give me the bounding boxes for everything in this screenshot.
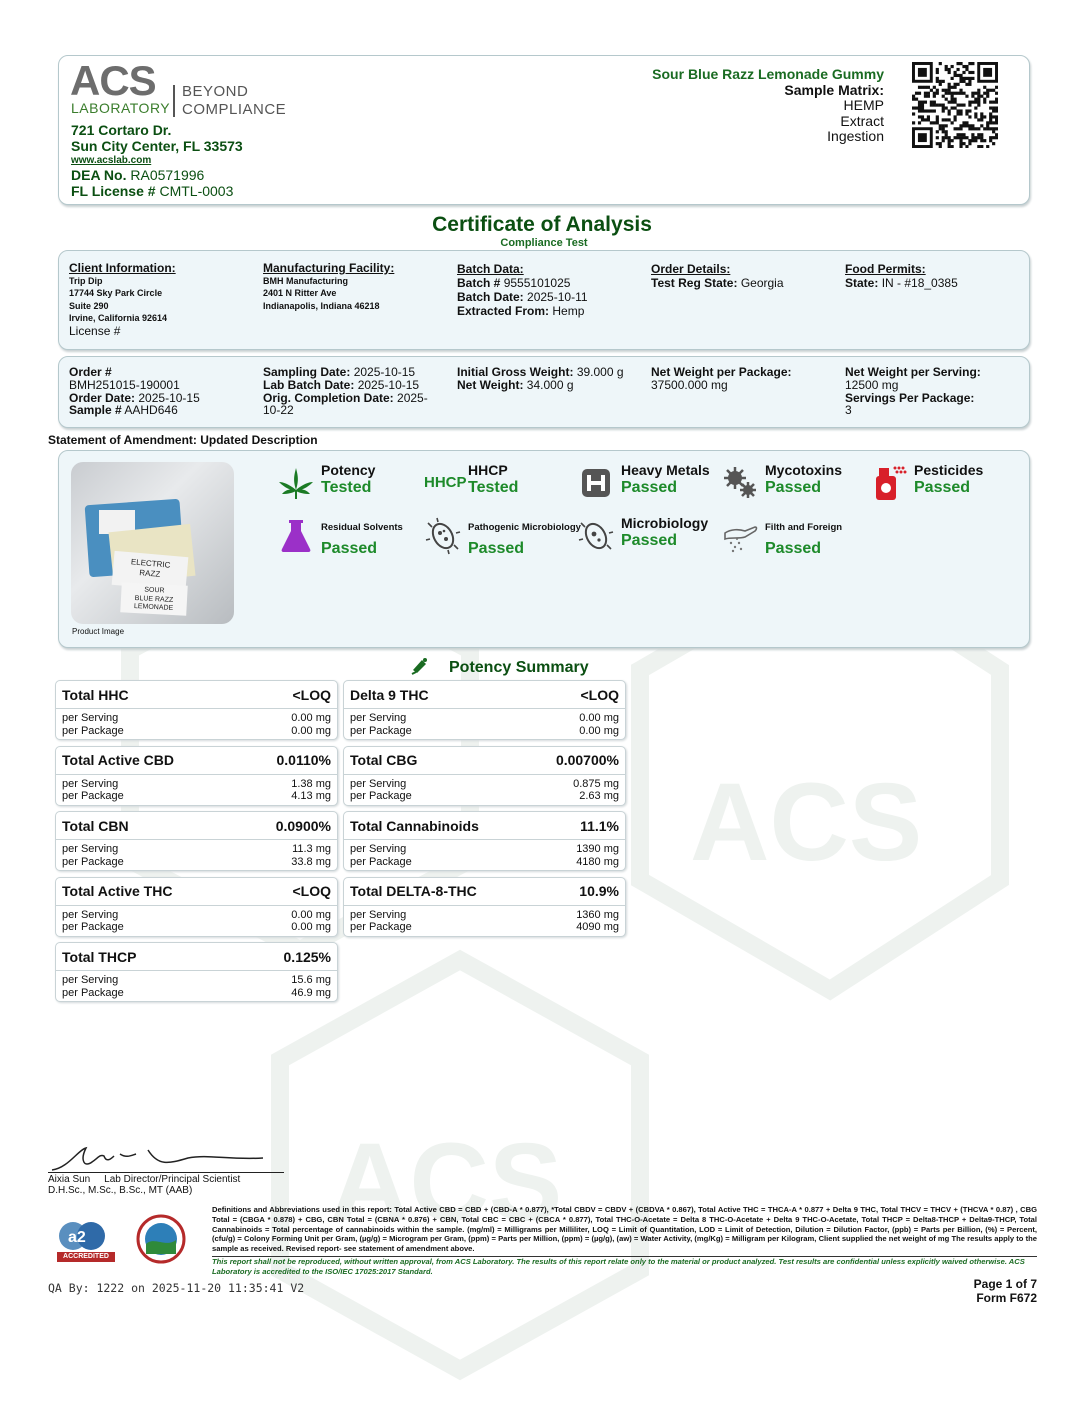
client-label: Client Information: xyxy=(69,261,176,275)
card-value: 0.0110% xyxy=(276,752,331,768)
card-header xyxy=(56,681,337,709)
product-image-label: Product Image xyxy=(72,627,125,636)
card-row-package xyxy=(344,725,625,738)
package-weight-label: Net Weight per Package: xyxy=(651,365,792,379)
potency-icon xyxy=(410,656,430,676)
license-label: FL License # xyxy=(71,183,156,199)
card-row-serving xyxy=(56,778,337,791)
row-label: per Serving xyxy=(62,843,119,855)
test-item-heavy-metals xyxy=(621,462,710,496)
form-number: Form F672 xyxy=(976,1291,1037,1305)
test-status: Tested xyxy=(468,479,519,496)
facility-addr2: Indianapolis, Indiana 46218 xyxy=(263,300,380,311)
accredited-label: ACCREDITED xyxy=(63,1253,109,1260)
signer-name: Aixia Sun xyxy=(48,1174,91,1185)
order-details-label: Order Details: xyxy=(651,262,731,276)
row-value: 1360 mg xyxy=(576,908,619,921)
card-header xyxy=(344,747,625,775)
potency-card-total-active-cbd xyxy=(55,746,338,806)
card-row-serving xyxy=(56,909,337,922)
permits-label: Food Permits: xyxy=(845,262,926,276)
batch-num-label: Batch # xyxy=(457,276,501,290)
potency-card-delta-9-thc xyxy=(343,680,626,740)
potency-card-total-cbg xyxy=(343,746,626,806)
sample-name: Sour Blue Razz Lemonade Gummy xyxy=(652,66,884,82)
test-status: Passed xyxy=(914,479,971,496)
row-label: per Serving xyxy=(350,908,407,921)
qa-stamp: QA By: 1222 on 2025-11-20 11:35:41 V2 xyxy=(48,1281,305,1295)
definitions: Definitions and Abbreviations used in this report: Total Active CBD = CBD + (CBD-A * 0.877), *Total CBDV = CBDV + (CBDVA * 0.867), Total Active THC = THCA-A * 0.877 + Delta 9 THC, Total THCV = THCV + (THCVA * 0.87) , CBG Total = (CBGA * 0.878) + CBG, CBN Total = (CBNA * 0.876) + CBN, Total CBC = CBC + (CBCA * 0.877), Total THC-O-Acetate = Delta 8 THC-O-Acetate + Delta 9 THC-O-Acetate, Total THCP = Delta8-THCP + Delta9-THCP, Total Cannabinoids = Total percentage of cannabinoids within the sample. (mg/ml) = Milligrams per Milliliter, LOQ = Limit of Quantitation, LOD = Limit of Detection, Dilution = Dilution Factor, (ppb) = Parts per Billion, (%) = Percent, (cfu/g) = Colony Forming Unit per Gram, (µg/g) = Microgram per Gram, (ppm) = Parts per Million, (ppm) = (µg/g), (aw) = Water Activity, (mg/Kg) = Milligram per Kilogram, Client supplied the net weight of mg The results apply to the sample as received. Revised report- see statement of amendment above. xyxy=(212,1205,1037,1254)
gross-weight: 39.000 g xyxy=(576,365,624,379)
accreditation-badge xyxy=(55,1216,117,1268)
package-info xyxy=(651,366,791,392)
card-row-package xyxy=(56,790,337,803)
card-header xyxy=(56,878,337,906)
batch-date-label: Batch Date: xyxy=(457,290,524,304)
potency-card-total-active-thc xyxy=(55,877,338,937)
batch-num: 9555101025 xyxy=(503,276,571,290)
row-label: per Serving xyxy=(62,974,119,986)
sampling-date: 2025-10-15 xyxy=(353,365,416,379)
heavy-metals-icon xyxy=(577,464,615,502)
card-name: Total THCP xyxy=(62,948,137,965)
gross-weight-label: Initial Gross Weight: xyxy=(457,365,574,379)
serving-info xyxy=(845,366,981,417)
card-row-serving xyxy=(344,712,625,725)
card-value: <LOQ xyxy=(292,883,331,899)
card-value: <LOQ xyxy=(580,686,619,703)
order-num: BMH251015-190001 xyxy=(69,377,180,392)
test-item-mycotoxins xyxy=(765,462,842,496)
row-value: 0.00 mg xyxy=(291,921,331,933)
product-image[interactable] xyxy=(71,462,234,624)
test-status: Passed xyxy=(621,479,678,496)
test-name: Residual Solvents xyxy=(321,522,403,533)
potency-card-total-hhc xyxy=(55,680,338,740)
signer-credentials: D.H.Sc., M.Sc., B.Sc., MT (AAB) xyxy=(48,1185,193,1196)
dea-label: DEA No. xyxy=(71,167,127,183)
signer-block xyxy=(48,1174,240,1196)
row-label: per Serving xyxy=(62,712,119,724)
pesticide-spray-icon xyxy=(870,464,908,502)
row-value: 1390 mg xyxy=(576,843,619,855)
address-line-2: Sun City Center, FL 33573 xyxy=(71,138,243,154)
servings-count-label: Servings Per Package: xyxy=(845,390,975,405)
card-header xyxy=(344,878,625,906)
card-row-package xyxy=(344,790,625,803)
order-date: 2025-10-15 xyxy=(138,390,200,405)
qr-code[interactable] xyxy=(912,62,998,148)
row-label: per Package xyxy=(62,921,124,933)
client-info xyxy=(69,262,176,337)
order-info xyxy=(69,366,200,417)
reg-state-label: Test Reg State: xyxy=(651,276,738,290)
order-date-label: Order Date: xyxy=(69,390,136,405)
card-row-package xyxy=(344,856,625,869)
card-value: 0.00700% xyxy=(555,752,619,768)
row-label: per Serving xyxy=(350,843,407,855)
mycotoxin-icon xyxy=(721,464,759,502)
completion-date-b: 10-22 xyxy=(263,403,294,418)
potency-card-total-delta-8-thc xyxy=(343,877,626,937)
sample-matrix-2: Extract xyxy=(840,112,884,129)
row-label: per Package xyxy=(350,790,412,802)
svg-text:ACS: ACS xyxy=(690,761,923,884)
serving-weight-label: Net Weight per Serving: xyxy=(845,365,981,379)
client-addr2: Suite 290 xyxy=(69,300,109,311)
row-value: 0.875 mg xyxy=(573,777,619,790)
client-addr3: Irvine, California 92614 xyxy=(69,313,168,323)
row-label: per Package xyxy=(350,724,412,737)
row-value: 0.00 mg xyxy=(291,724,331,737)
test-name: Microbiology xyxy=(621,515,709,531)
card-row-serving xyxy=(56,974,337,987)
lab-address xyxy=(71,122,243,199)
bag-label-1: ELECTRIC RAZZ xyxy=(112,551,189,591)
row-label: per Package xyxy=(62,986,124,999)
card-value: 0.0900% xyxy=(275,817,331,834)
logo-sub: LABORATORY xyxy=(71,100,171,116)
lab-logo xyxy=(70,57,290,121)
servings-count: 3 xyxy=(845,403,852,418)
test-status: Passed xyxy=(621,532,678,549)
row-label: per Package xyxy=(62,855,124,868)
card-name: Delta 9 THC xyxy=(350,686,429,703)
test-name: Pathogenic Microbiology xyxy=(468,522,581,533)
test-name: Heavy Metals xyxy=(621,462,710,478)
flask-icon xyxy=(277,517,315,555)
card-header xyxy=(56,812,337,840)
disclaimer: This report shall not be reproduced, without written approval, from ACS Laboratory. The results of this report relate only to the material or product analyzed. Test results are confidential unless explicitly waived otherwise. ACS Laboratory is accredited to the ISO/IEC 17025:2017 Standard. xyxy=(212,1257,1025,1276)
batch-from-label: Extracted From: xyxy=(457,304,550,318)
test-status: Passed xyxy=(468,540,525,557)
test-name: HHCP xyxy=(468,462,508,478)
row-value: 4.13 mg xyxy=(291,790,331,802)
row-value: 0.00 mg xyxy=(579,724,619,737)
batch-date: 2025-10-11 xyxy=(527,290,588,304)
test-name: Mycotoxins xyxy=(765,462,843,478)
card-row-package xyxy=(56,921,337,934)
card-name: Total CBN xyxy=(62,817,129,834)
completion-date-a: 2025- xyxy=(397,390,428,405)
test-name: Potency xyxy=(321,462,376,478)
logo-main: ACS xyxy=(70,57,156,104)
reg-state: Georgia xyxy=(740,276,784,290)
amendment-statement: Statement of Amendment: Updated Description xyxy=(48,433,318,447)
signature xyxy=(48,1140,278,1175)
license-value: CMTL-0003 xyxy=(159,183,234,199)
card-name: Total HHC xyxy=(62,686,129,703)
sample-matrix-3: Ingestion xyxy=(827,128,884,144)
potency-summary-title: Potency Summary xyxy=(449,659,589,676)
microbe-icon xyxy=(577,517,615,555)
batch-from: Hemp xyxy=(552,304,585,318)
dea-value: RA0571996 xyxy=(130,167,205,183)
row-value: 46.9 mg xyxy=(291,986,331,999)
row-label: per Serving xyxy=(62,908,119,921)
test-status: Passed xyxy=(321,540,378,557)
card-row-serving xyxy=(344,909,625,922)
sample-num-label: Sample # xyxy=(69,403,122,418)
logo-tagline-2: COMPLIANCE xyxy=(182,101,287,118)
card-name: Total Cannabinoids xyxy=(350,817,479,834)
card-row-package xyxy=(56,725,337,738)
page-title: Certificate of Analysis xyxy=(432,213,652,236)
bacteria-icon xyxy=(424,517,462,555)
client-addr1: 17744 Sky Park Circle xyxy=(69,288,163,298)
cert-seal xyxy=(136,1214,186,1264)
card-row-package xyxy=(344,921,625,934)
row-value: 2.63 mg xyxy=(579,790,619,802)
weight-info xyxy=(457,366,624,392)
row-value: 15.6 mg xyxy=(291,974,331,986)
test-name: Filth and Foreign xyxy=(765,522,843,533)
row-label: per Package xyxy=(62,724,124,737)
order-details xyxy=(651,262,784,290)
test-item-pesticides xyxy=(914,462,983,496)
card-header xyxy=(56,943,337,971)
card-row-package xyxy=(56,987,337,1000)
page-subtitle: Compliance Test xyxy=(500,237,588,249)
sampling-date-label: Sampling Date: xyxy=(263,365,351,379)
net-weight-label: Net Weight: xyxy=(457,377,524,392)
sampling-info xyxy=(263,366,428,417)
card-row-serving xyxy=(344,843,625,856)
test-status: Passed xyxy=(765,540,822,557)
potency-card-total-cbn xyxy=(55,811,338,871)
svg-text:a2: a2 xyxy=(68,1229,86,1246)
card-name: Total Active CBD xyxy=(62,752,175,768)
card-name: Total CBG xyxy=(350,752,418,768)
sample-info xyxy=(652,67,884,145)
sample-matrix-1: HEMP xyxy=(843,97,884,113)
row-label: per Serving xyxy=(350,777,407,790)
test-item-microbiology xyxy=(621,515,708,549)
logo-tagline-1: BEYOND xyxy=(182,83,249,100)
test-item-pathogenic-microbiology xyxy=(468,519,581,557)
facility-name: BMH Manufacturing xyxy=(263,275,348,286)
row-value: 0.00 mg xyxy=(291,908,331,921)
card-value: <LOQ xyxy=(292,686,331,703)
food-permits xyxy=(845,262,958,290)
row-value: 33.8 mg xyxy=(291,855,331,868)
page-number: Page 1 of 7 xyxy=(973,1277,1037,1291)
card-header xyxy=(344,681,625,709)
signer-title: Lab Director/Principal Scientist xyxy=(104,1174,241,1185)
address-line-1: 721 Cortaro Dr. xyxy=(71,122,172,138)
test-name: Pesticides xyxy=(914,462,984,478)
row-value: 0.00 mg xyxy=(291,712,331,724)
client-license: License # xyxy=(69,323,121,338)
sample-num: AAHD646 xyxy=(124,403,178,418)
row-value: 4090 mg xyxy=(576,921,619,933)
cannabis-leaf-icon xyxy=(277,464,315,502)
batch-label: Batch Data: xyxy=(457,262,524,276)
test-item-hhcp xyxy=(468,462,518,496)
net-weight: 34.000 g xyxy=(526,377,574,392)
potency-card-total-thcp xyxy=(55,942,338,1002)
test-item-potency xyxy=(321,462,375,496)
row-label: per Package xyxy=(350,921,412,933)
filth-hand-icon xyxy=(721,517,759,555)
test-item-filth-and-foreign xyxy=(765,519,842,557)
card-header xyxy=(344,812,625,840)
row-label: per Serving xyxy=(62,777,119,790)
bag-label-2: SOUR BLUE RAZZ LEMONADE xyxy=(120,582,187,615)
card-name: Total Active THC xyxy=(62,883,173,899)
client-name: Trip Dip xyxy=(69,275,103,286)
row-value: 0.00 mg xyxy=(579,712,619,724)
row-value: 4180 mg xyxy=(576,855,619,868)
order-num-label: Order # xyxy=(69,365,112,379)
card-name: Total DELTA-8-THC xyxy=(350,883,477,899)
completion-label: Orig. Completion Date: xyxy=(263,390,394,405)
hhcp-text-icon: HHCP xyxy=(424,474,467,491)
facility-addr1: 2401 N Ritter Ave xyxy=(263,288,337,298)
card-row-package xyxy=(56,856,337,869)
card-value: 0.125% xyxy=(283,948,331,965)
row-label: per Serving xyxy=(350,712,407,724)
batch-info xyxy=(457,262,588,318)
serving-weight: 12500 mg xyxy=(845,377,899,392)
card-row-serving xyxy=(56,712,337,725)
row-value: 1.38 mg xyxy=(291,777,331,790)
card-row-serving xyxy=(56,843,337,856)
potency-card-total-cannabinoids xyxy=(343,811,626,871)
test-item-residual-solvents xyxy=(321,519,403,557)
card-header xyxy=(56,747,337,775)
row-label: per Package xyxy=(62,790,124,802)
permit-state-label: State: xyxy=(845,276,879,290)
package-weight: 37500.000 mg xyxy=(651,377,728,392)
card-row-serving xyxy=(344,778,625,791)
facility-info xyxy=(263,262,394,312)
sample-matrix-label: Sample Matrix: xyxy=(784,81,884,98)
lab-batch-label: Lab Batch Date: xyxy=(263,377,355,392)
test-status: Passed xyxy=(765,479,822,496)
test-status: Tested xyxy=(321,479,372,496)
row-label: per Package xyxy=(350,855,412,868)
permit-state: IN - #18_0385 xyxy=(881,276,958,290)
lab-website[interactable]: www.acslab.com xyxy=(71,155,152,166)
card-value: 11.1% xyxy=(580,817,619,834)
lab-batch-date: 2025-10-15 xyxy=(357,377,420,392)
svg-text:ACS: ACS xyxy=(330,1121,563,1244)
row-value: 11.3 mg xyxy=(292,843,331,855)
card-value: 10.9% xyxy=(579,883,619,899)
facility-label: Manufacturing Facility: xyxy=(263,261,395,275)
